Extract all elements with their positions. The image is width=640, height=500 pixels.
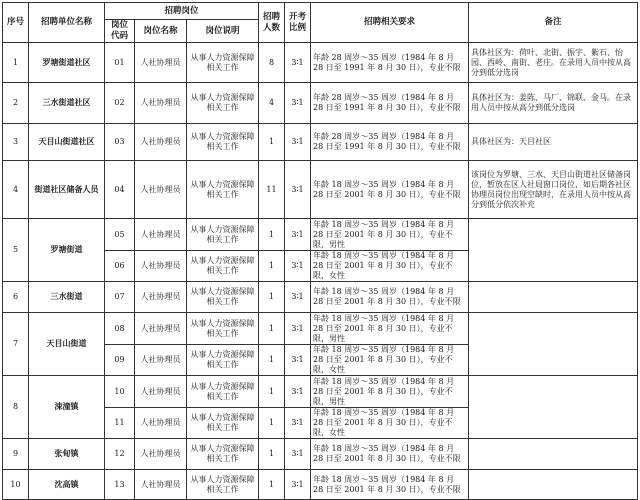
headcount-cell: 11 [259,161,285,219]
position-code-cell: 10 [105,376,135,408]
headcount-cell: 1 [259,313,285,345]
row-index-cell: 1 [3,43,29,83]
unit-name-cell: 三水街道社区 [29,83,105,124]
header-unit: 招聘单位名称 [29,3,105,43]
headcount-cell: 1 [259,219,285,251]
requirements-cell: 年龄 18 周岁～35 周岁（1984 年 8 月 28 日至 2001 年 8 月 30 日），专业不限 [311,282,469,313]
position-name-cell: 人社协理员 [135,408,187,439]
remarks-cell: 该岗位为罗塘、三水、天目山街道社区储备岗位，暂放在区人社局窗口岗位，如后期各社区协理员岗位出现空缺时，在录用人员中按从高分到低分依次补充 [469,161,638,219]
requirements-cell: 年龄 18 周岁～35 周岁（1984 年 8 月 28 日至 2001 年 8 月 30 日），专业不限，男性 [311,219,469,251]
row-index-cell: 4 [3,161,29,219]
table-row [3,83,638,124]
header-code: 岗位代码 [105,20,135,43]
headcount-cell: 8 [259,43,285,83]
remarks-cell: 具体社区为：天目社区 [469,124,638,161]
position-desc-cell: 从事人力资源保障相关工作 [187,161,259,219]
table-row [3,470,638,500]
position-code-cell: 04 [105,161,135,219]
unit-name-cell: 罗塘街道 [29,219,105,282]
position-desc-cell: 从事人力资源保障相关工作 [187,251,259,282]
headcount-cell: 1 [259,470,285,500]
table-row [3,313,638,345]
remarks-cell [469,376,638,439]
unit-name-cell: 街道社区储备人员 [29,161,105,219]
unit-name-cell: 天目山街道社区 [29,124,105,161]
requirements-cell: 年龄 28 周岁～35 周岁（1984 年 8 月 28 日至 1991 年 8 月 30 日），专业不限 [311,83,469,124]
unit-name-cell: 张甸镇 [29,439,105,470]
position-desc-cell: 从事人力资源保障相关工作 [187,408,259,439]
position-desc-cell: 从事人力资源保障相关工作 [187,345,259,376]
position-name-cell: 人社协理员 [135,376,187,408]
requirements-cell: 年龄 18 周岁～35 周岁（1984 年 8 月 28 日至 2001 年 8 月 30 日），专业不限，女性 [311,408,469,439]
exam-ratio-cell: 3∶1 [285,408,311,439]
position-name-cell: 人社协理员 [135,43,187,83]
headcount-cell: 1 [259,345,285,376]
position-desc-cell: 从事人力资源保障相关工作 [187,83,259,124]
position-name-cell: 人社协理员 [135,313,187,345]
position-code-cell: 08 [105,313,135,345]
position-desc-cell: 从事人力资源保障相关工作 [187,376,259,408]
remarks-cell [469,313,638,376]
position-name-cell: 人社协理员 [135,83,187,124]
position-name-cell: 人社协理员 [135,161,187,219]
position-code-cell: 02 [105,83,135,124]
headcount-cell: 1 [259,251,285,282]
requirements-cell: 年龄 18 周岁～35 周岁（1984 年 8 月 28 日至 2001 年 8 月 30 日），专业不限 [311,470,469,500]
header-index: 序号 [3,3,29,43]
remarks-cell [469,282,638,313]
position-desc-cell: 从事人力资源保障相关工作 [187,219,259,251]
row-index-cell: 2 [3,83,29,124]
header-headcount: 招聘人数 [259,3,285,43]
requirements-cell: 年龄 18 周岁～35 周岁（1984 年 8 月 28 日至 2001 年 8 月 30 日），专业不限 [311,439,469,470]
position-code-cell: 01 [105,43,135,83]
requirements-cell: 年龄 18 周岁～35 周岁（1984 年 8 月 28 日至 2001 年 8 月 30 日），专业不限，男性 [311,376,469,408]
position-desc-cell: 从事人力资源保障相关工作 [187,282,259,313]
headcount-cell: 1 [259,282,285,313]
headcount-cell: 4 [259,83,285,124]
headcount-cell: 1 [259,408,285,439]
position-code-cell: 06 [105,251,135,282]
position-code-cell: 11 [105,408,135,439]
row-index-cell: 5 [3,219,29,282]
remarks-cell [469,439,638,470]
position-code-cell: 13 [105,470,135,500]
position-name-cell: 人社协理员 [135,470,187,500]
unit-name-cell: 罗塘街道社区 [29,43,105,83]
table-row [3,43,638,83]
remarks-cell [469,470,638,500]
exam-ratio-cell: 3∶1 [285,43,311,83]
recruitment-table [2,2,638,500]
position-name-cell: 人社协理员 [135,282,187,313]
position-code-cell: 03 [105,124,135,161]
remarks-cell [469,219,638,282]
row-index-cell: 6 [3,282,29,313]
unit-name-cell: 天目山街道 [29,313,105,376]
headcount-cell: 1 [259,124,285,161]
table-row [3,439,638,470]
table-row [3,282,638,313]
table-row [3,124,638,161]
requirements-cell: 年龄 28 周岁～35 周岁（1984 年 8 月 28 日至 1991 年 8 月 30 日），专业不限 [311,124,469,161]
position-desc-cell: 从事人力资源保障相关工作 [187,43,259,83]
remarks-cell: 具体社区为：姜陈、马厂、锦联、金马。在录用人员中按从高分到低分选岗 [469,83,638,124]
exam-ratio-cell: 3∶1 [285,376,311,408]
header-post-desc: 岗位说明 [187,20,259,43]
unit-name-cell: 沈高镇 [29,470,105,500]
row-index-cell: 10 [3,470,29,500]
position-desc-cell: 从事人力资源保障相关工作 [187,124,259,161]
position-name-cell: 人社协理员 [135,439,187,470]
header-post-name: 岗位名称 [135,20,187,43]
requirements-cell: 年龄 28 周岁～35 周岁（1984 年 8 月 28 日至 1991 年 8 月 30 日），专业不限 [311,43,469,83]
header-remarks: 备注 [469,3,638,43]
exam-ratio-cell: 3∶1 [285,83,311,124]
position-code-cell: 09 [105,345,135,376]
row-index-cell: 9 [3,439,29,470]
requirements-cell: 年龄 18 周岁～35 周岁（1984 年 8 月 28 日至 2001 年 8 月 30 日），专业不限，女性 [311,251,469,282]
position-desc-cell: 从事人力资源保障相关工作 [187,313,259,345]
header-position-group: 招聘岗位 [105,3,259,20]
exam-ratio-cell: 3∶1 [285,161,311,219]
requirements-cell: 年龄 18 周岁～35 周岁（1984 年 8 月 28 日至 2001 年 8 月 30 日），专业不限，男性 [311,313,469,345]
requirements-cell: 年龄 18 周岁～35 周岁（1984 年 8 月 28 日至 2001 年 8 月 30 日），专业不限 [311,161,469,219]
exam-ratio-cell: 3∶1 [285,345,311,376]
row-index-cell: 7 [3,313,29,376]
unit-name-cell: 涑潼镇 [29,376,105,439]
position-desc-cell: 从事人力资源保障相关工作 [187,439,259,470]
table-row [3,219,638,251]
exam-ratio-cell: 3∶1 [285,470,311,500]
exam-ratio-cell: 3∶1 [285,439,311,470]
position-code-cell: 12 [105,439,135,470]
exam-ratio-cell: 3∶1 [285,282,311,313]
exam-ratio-cell: 3∶1 [285,124,311,161]
position-desc-cell: 从事人力资源保障相关工作 [187,470,259,500]
remarks-cell: 具体社区为：荷叶、北街、振宇、紫石、怡园、西岭、南街、老庄。在录用人员中按从高分到低分选岗 [469,43,638,83]
unit-name-cell: 三水街道 [29,282,105,313]
position-name-cell: 人社协理员 [135,345,187,376]
header-requirements: 招聘相关要求 [311,3,469,43]
exam-ratio-cell: 3∶1 [285,251,311,282]
position-name-cell: 人社协理员 [135,124,187,161]
headcount-cell: 1 [259,439,285,470]
row-index-cell: 3 [3,124,29,161]
position-name-cell: 人社协理员 [135,219,187,251]
table-row [3,161,638,219]
position-name-cell: 人社协理员 [135,251,187,282]
position-code-cell: 05 [105,219,135,251]
requirements-cell: 年龄 18 周岁～35 周岁（1984 年 8 月 28 日至 2001 年 8 月 30 日），专业不限，女性 [311,345,469,376]
table-row [3,376,638,408]
position-code-cell: 07 [105,282,135,313]
header-ratio: 开考比例 [285,3,311,43]
headcount-cell: 1 [259,376,285,408]
row-index-cell: 8 [3,376,29,439]
exam-ratio-cell: 3∶1 [285,313,311,345]
exam-ratio-cell: 3∶1 [285,219,311,251]
